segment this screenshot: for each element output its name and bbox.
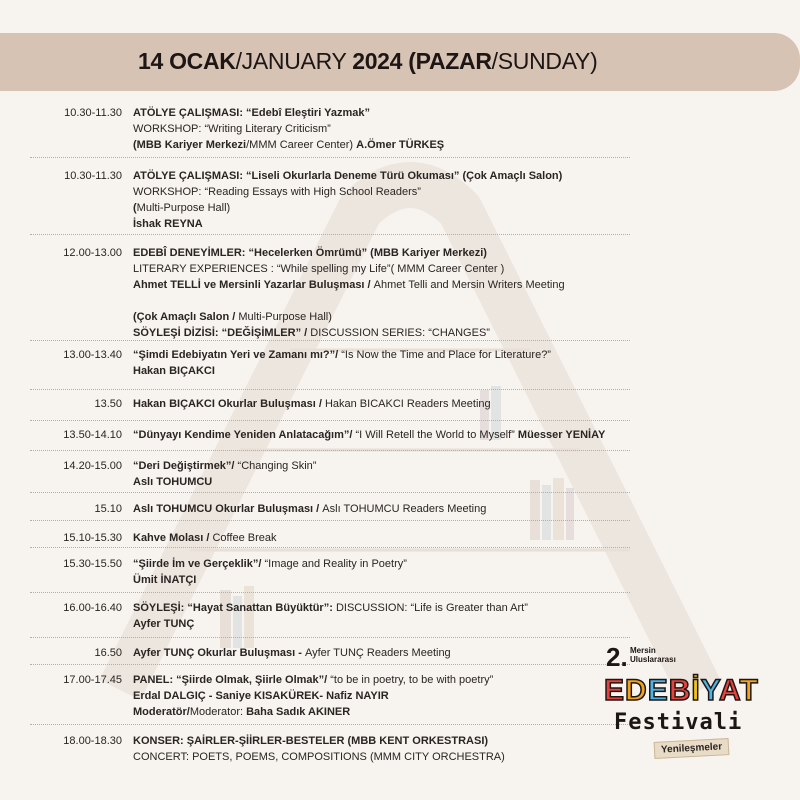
- event-separator: [30, 234, 630, 235]
- event-time: 12.00-13.00: [63, 247, 122, 259]
- event-text-bold: ATÖLYE ÇALIŞMASI: “Liseli Okurlarla Deneme Türü Okuması” (Çok Amaçlı Salon): [133, 170, 563, 182]
- logo-festival-word: Festivali: [614, 710, 743, 735]
- event-text-bold: A.Ömer TÜRKEŞ: [356, 139, 445, 151]
- event-line: [133, 396, 773, 412]
- event-separator: [30, 157, 630, 158]
- event-separator: [30, 389, 630, 390]
- event-text-bold: Hakan BIÇAKCI Okurlar Buluşması /: [133, 398, 325, 410]
- event-separator: [30, 592, 630, 593]
- logo-letter: Y: [700, 674, 719, 707]
- event-time: 16.50: [94, 647, 122, 659]
- event-separator: [30, 340, 630, 341]
- event-text: Multi-Purpose Hall): [238, 311, 332, 323]
- logo-subtitle-line2: Uluslararası: [630, 655, 676, 664]
- event-text: “Changing Skin”: [237, 460, 317, 472]
- event-text: DISCUSSION SERIES: “CHANGES”: [310, 327, 490, 339]
- header-title-part: (PAZAR: [408, 48, 492, 74]
- event-text: Ahmet Telli and Mersin Writers Meeting: [373, 279, 565, 291]
- event-text-bold: (: [133, 202, 137, 214]
- festival-logo: [600, 640, 780, 790]
- event-line: [133, 200, 773, 216]
- logo-subtitle-line1: Mersin: [630, 646, 656, 655]
- event-text-bold: Hakan BIÇAKCI: [133, 365, 215, 377]
- logo-letter: T: [739, 674, 759, 707]
- event-line: [133, 572, 773, 588]
- event-text-bold: Müesser YENİAY: [517, 429, 606, 441]
- event-separator: [30, 637, 630, 638]
- event-separator: [30, 724, 630, 725]
- event-separator: [30, 547, 630, 548]
- event-text: “Image and Reality in Poetry”: [264, 558, 407, 570]
- event-text: Moderator:: [189, 706, 247, 718]
- event-line: [133, 530, 773, 546]
- event-text: DISCUSSION: “Life is Greater than Art”: [335, 602, 528, 614]
- event-line: [133, 277, 773, 293]
- event-text-bold: Ahmet TELLİ ve Mersinli Yazarlar Buluşması /: [133, 279, 374, 291]
- logo-letter: D: [625, 674, 648, 707]
- logo-letter: B: [668, 674, 692, 707]
- header-title-part: /SUNDAY): [491, 48, 598, 74]
- event-text-bold: Erdal DALGIÇ - Saniye KISAKÜREK- Nafiz NAYIR: [133, 690, 389, 702]
- logo-letter: E: [647, 674, 669, 707]
- event-text-bold: EDEBÎ DENEYİMLER: “Hecelerken Ömrümü” (MBB Kariyer Merkezi): [133, 247, 487, 259]
- event-time: 10.30-11.30: [64, 107, 122, 119]
- event-text-bold: Ayfer TUNÇ: [133, 618, 195, 630]
- event-line: [133, 363, 773, 379]
- event-time: 15.30-15.50: [63, 558, 122, 570]
- event-text: “Is Now the Time and Place for Literature?”: [341, 349, 551, 361]
- event-separator: [30, 420, 630, 421]
- event-line: [133, 600, 773, 616]
- event-line: [133, 216, 773, 232]
- event-time: 13.50: [94, 398, 122, 410]
- event-time: 15.10: [94, 503, 122, 515]
- logo-tagline: Yenileşmeler: [654, 738, 730, 759]
- event-text-bold: Baha Sadık AKINER: [246, 706, 351, 718]
- event-time: 18.00-18.30: [63, 735, 122, 747]
- event-line: [133, 556, 773, 572]
- event-text-bold: Kahve Molası /: [133, 532, 213, 544]
- event-line: [133, 501, 773, 517]
- event-text: Ayfer TUNÇ Readers Meeting: [304, 647, 451, 659]
- event-separator: [30, 664, 630, 665]
- event-time: 13.00-13.40: [63, 349, 122, 361]
- event-line: [133, 458, 773, 474]
- event-time: 16.00-16.40: [63, 602, 122, 614]
- event-text-bold: “Şiirde İm ve Gerçeklik”/: [133, 558, 265, 570]
- logo-letter: E: [604, 674, 626, 707]
- event-text: “to be in poetry, to be with poetry”: [330, 674, 494, 686]
- event-time: 14.20-15.00: [63, 460, 122, 472]
- event-text-bold: “Dünyayı Kendime Yeniden Anlatacağım”/: [133, 429, 356, 441]
- event-text-bold: PANEL: “Şiirde Olmak, Şiirle Olmak”/: [133, 674, 331, 686]
- event-text: WORKSHOP: “Reading Essays with High School Readers”: [133, 186, 421, 198]
- logo-word: [604, 674, 759, 708]
- logo-subtitle: [630, 646, 676, 664]
- event-text-bold: ATÖLYE ÇALIŞMASI: “Edebî Eleştiri Yazmak”: [133, 107, 370, 119]
- event-line: [133, 474, 773, 490]
- event-line: [133, 347, 773, 363]
- header-title-part: 14 OCAK: [138, 48, 236, 74]
- event-time: 10.30-11.30: [64, 170, 122, 182]
- header-title-part: /JANUARY: [235, 48, 353, 74]
- event-text-bold: Aslı TOHUMCU: [133, 476, 213, 488]
- event-line: [133, 261, 773, 277]
- event-line: [133, 184, 773, 200]
- event-text-bold: SÖYLEŞİ: “Hayat Sanattan Büyüktür”:: [133, 602, 336, 614]
- event-line: [133, 137, 773, 153]
- event-text: Multi-Purpose Hall): [136, 202, 231, 214]
- event-time: 17.00-17.45: [63, 674, 122, 686]
- event-time: 13.50-14.10: [63, 429, 122, 441]
- event-text: Aslı TOHUMCU Readers Meeting: [322, 503, 487, 515]
- logo-letter: İ: [691, 674, 701, 707]
- event-line: [133, 309, 773, 325]
- event-line: [133, 168, 773, 184]
- event-text: CONCERT: POETS, POEMS, COMPOSITIONS (MMM CITY ORCHESTRA): [133, 751, 505, 763]
- logo-number: 2.: [606, 642, 628, 672]
- event-text-bold: “Deri Değiştirmek”/: [133, 460, 238, 472]
- event-separator: [30, 520, 630, 521]
- event-text-bold: Aslı TOHUMCU Okurlar Buluşması /: [133, 503, 323, 515]
- event-line: [133, 427, 773, 443]
- event-text: LITERARY EXPERIENCES : “While spelling my Life”( MMM Career Center ): [133, 263, 505, 275]
- event-separator: [30, 492, 630, 493]
- event-text-bold: (MBB Kariyer Merkezi: [133, 139, 247, 151]
- event-text: /MMM Career Center): [246, 139, 357, 151]
- event-time: 15.10-15.30: [63, 532, 122, 544]
- date-header-title: [138, 48, 597, 75]
- event-text-bold: SÖYLEŞİ DİZİSİ: “DEĞİŞİMLER” /: [133, 327, 311, 339]
- logo-letter: A: [718, 674, 740, 707]
- event-line: [133, 105, 773, 121]
- date-header-bar: [0, 33, 800, 91]
- event-text-bold: Moderatör/: [133, 706, 190, 718]
- event-line: [133, 245, 773, 261]
- event-text: Hakan BICAKCI Readers Meeting: [324, 398, 491, 410]
- event-line: [133, 325, 773, 341]
- event-text-bold: KONSER: ŞAİRLER-ŞİİRLER-BESTELER (MBB KENT ORKESTRASI): [133, 735, 489, 747]
- event-text: WORKSHOP: “Writing Literary Criticism”: [133, 123, 331, 135]
- event-text-bold: (Çok Amaçlı Salon /: [133, 311, 239, 323]
- event-line: [133, 616, 773, 632]
- event-text: “I Will Retell the World to Myself”: [355, 429, 518, 441]
- header-title-part: 2024: [352, 48, 409, 74]
- event-line: [133, 293, 773, 309]
- event-text-bold: İshak REYNA: [133, 218, 203, 230]
- event-text-bold: “Şimdi Edebiyatın Yeri ve Zamanı mı?”/: [133, 349, 342, 361]
- event-line: [133, 121, 773, 137]
- event-separator: [30, 450, 630, 451]
- event-text: Coffee Break: [212, 532, 277, 544]
- event-text-bold: Ümit İNATÇI: [133, 574, 197, 586]
- event-text-bold: Ayfer TUNÇ Okurlar Buluşması -: [133, 647, 305, 659]
